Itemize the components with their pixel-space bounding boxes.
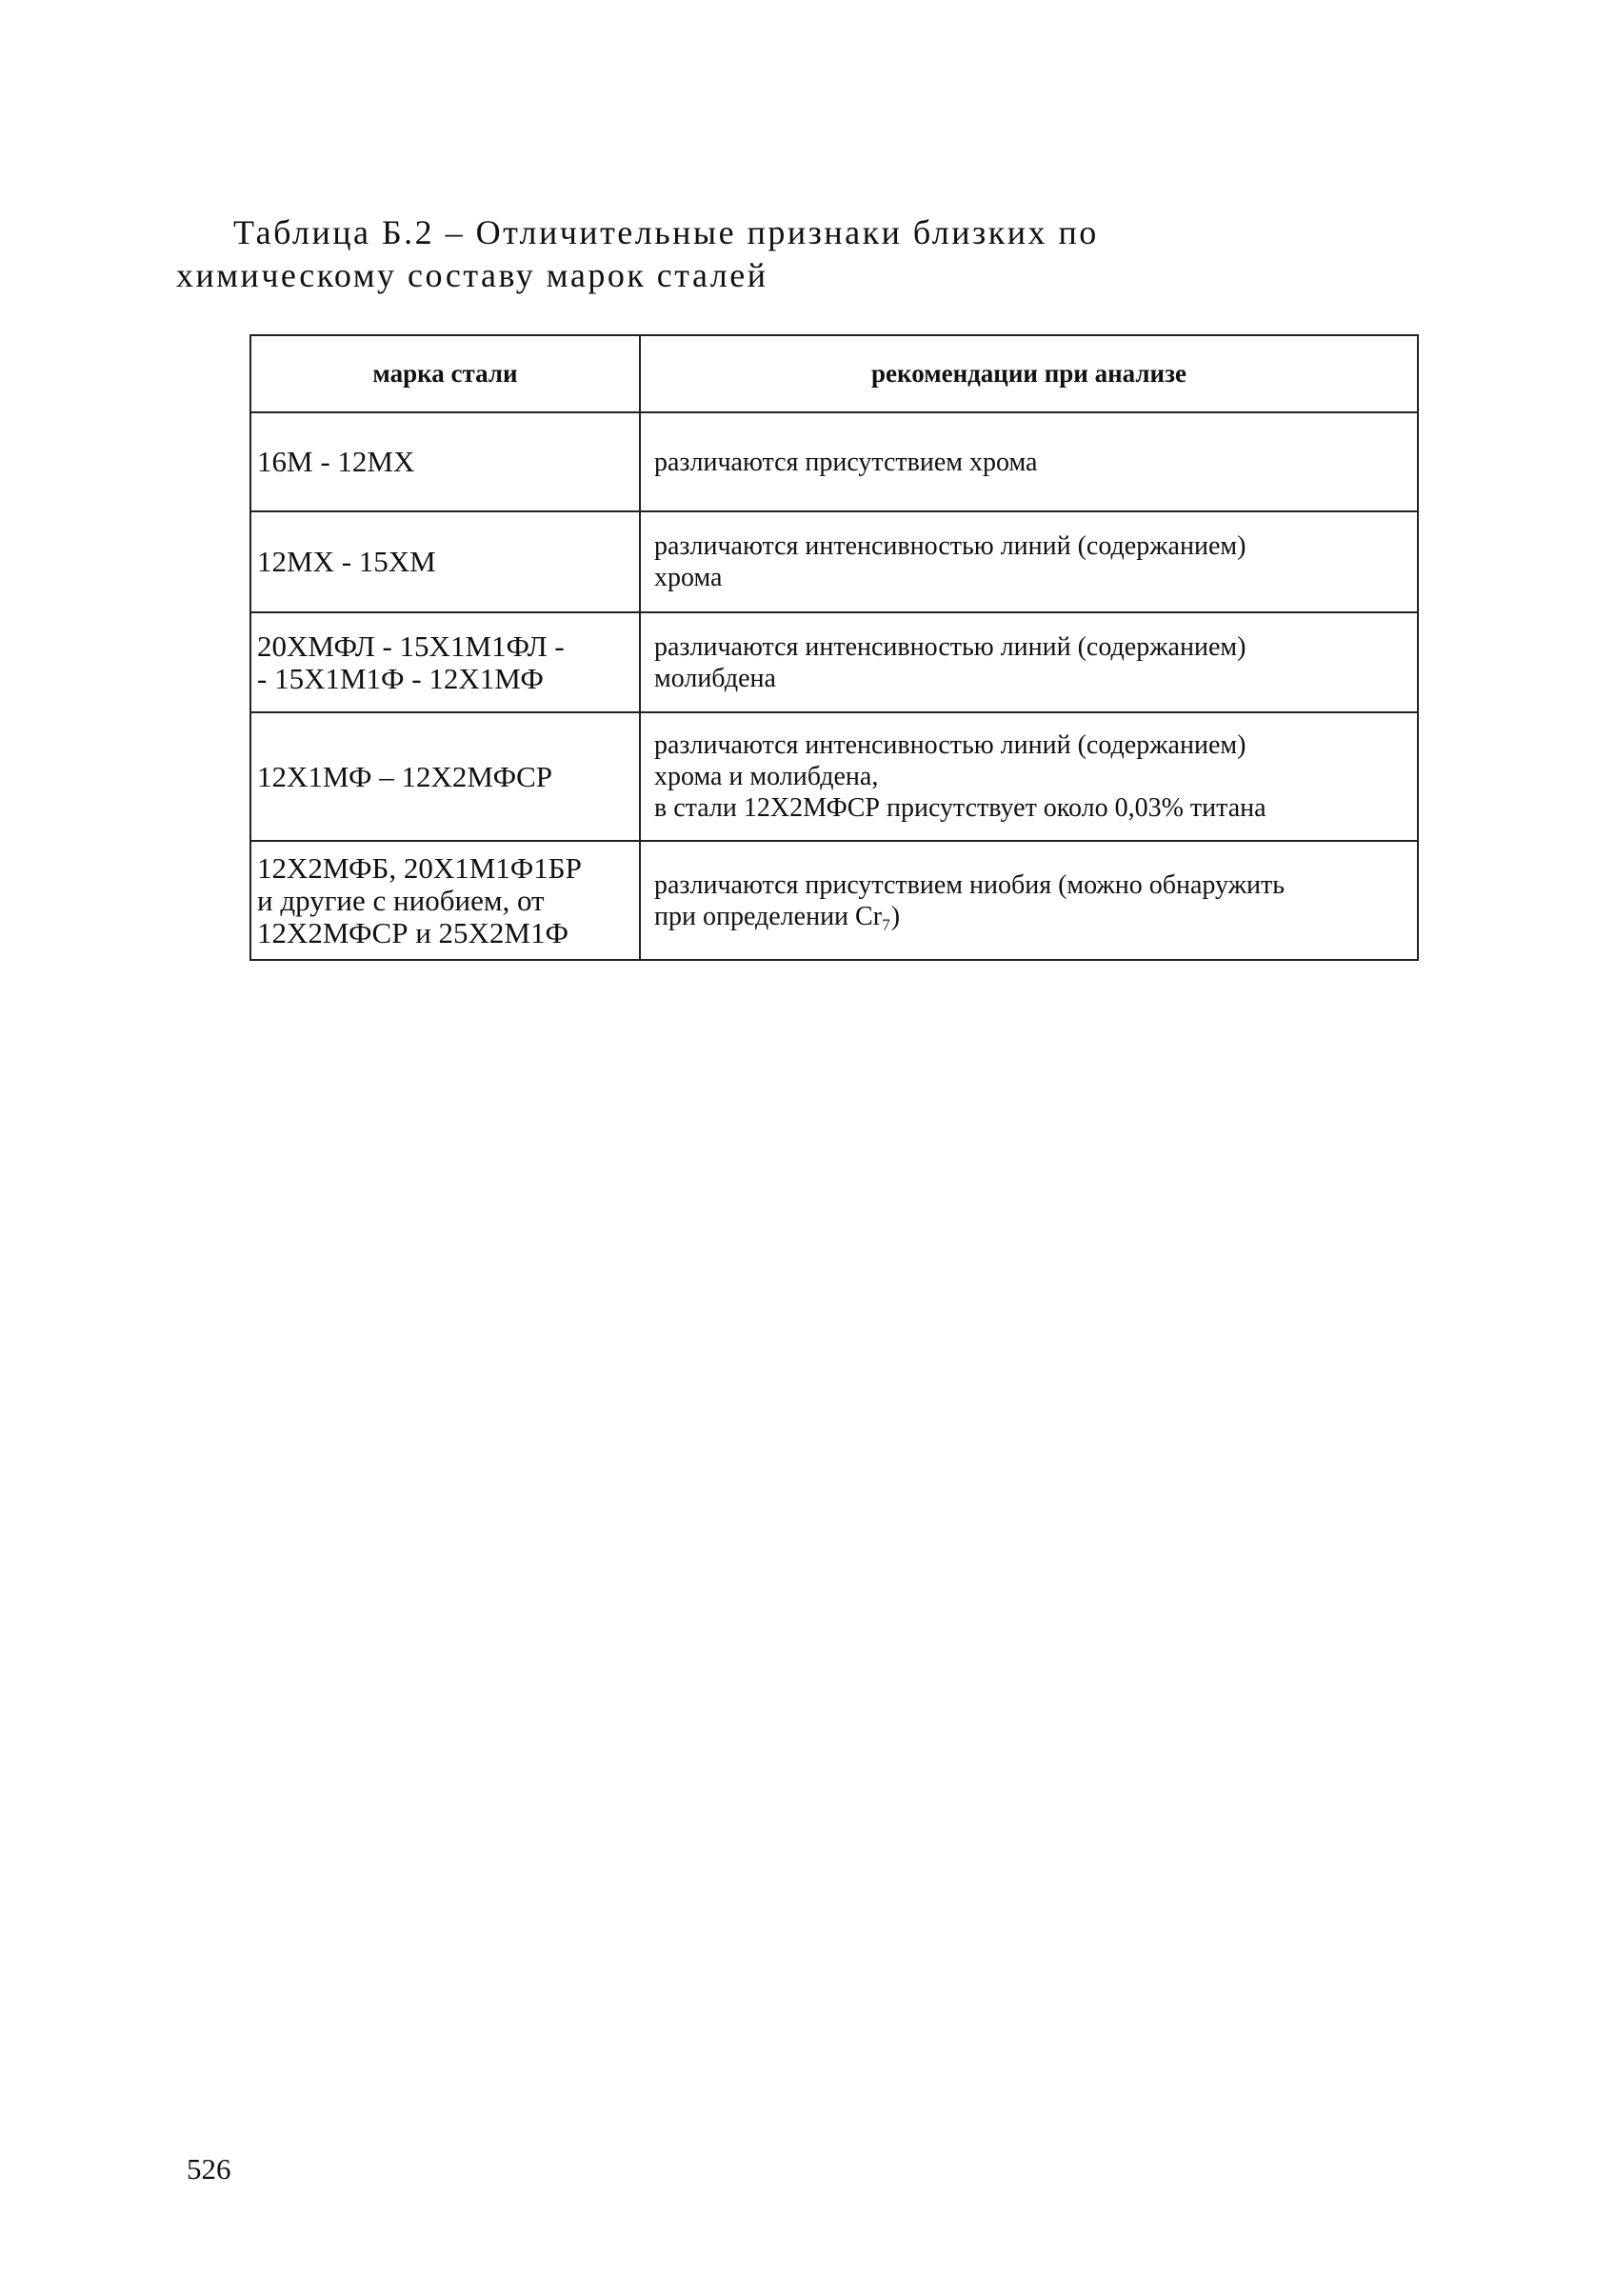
grade-line: 12МХ - 15ХМ <box>257 545 436 578</box>
table-row <box>250 612 1418 712</box>
grade-cell <box>250 612 640 712</box>
recommendation-cell <box>640 612 1418 712</box>
grade-line: - 15Х1М1Ф - 12Х1МФ <box>257 661 544 695</box>
grade-line: и другие с ниобием, от <box>257 883 545 917</box>
recommendation-line: при определении Cr₇) <box>654 901 901 931</box>
recommendation-line: в стали 12Х2МФСР присутствует около 0,03% титана <box>654 793 1266 823</box>
column-header-grade: марка стали <box>250 335 640 412</box>
recommendation-line: различаются присутствием ниобия (можно обнаружить <box>654 869 1286 900</box>
grade-cell <box>250 712 640 841</box>
grade-cell <box>250 511 640 612</box>
recommendation-cell <box>640 511 1418 612</box>
recommendation-line: хрома <box>654 563 723 592</box>
grade-line: 20ХМФЛ - 15Х1М1ФЛ - <box>257 629 565 663</box>
recommendation-cell <box>640 712 1418 841</box>
table-row <box>250 712 1418 841</box>
recommendation-cell <box>640 841 1418 960</box>
table-row <box>250 841 1418 960</box>
table-caption <box>176 211 1271 297</box>
recommendation-line: различаются интенсивностью линий (содержанием) <box>654 631 1246 662</box>
steel-grades-table <box>249 334 1419 961</box>
grade-line: 12Х1МФ – 12Х2МФСР <box>257 759 552 793</box>
table-row <box>250 412 1418 511</box>
table-row <box>250 511 1418 612</box>
caption-line-1: Таблица Б.2 – Отличительные признаки близких по <box>233 213 1099 251</box>
recommendation-line: молибдена <box>654 663 776 693</box>
caption-line-2: химическому составу марок сталей <box>176 256 768 294</box>
recommendation-line: различаются присутствием хрома <box>654 447 1038 477</box>
page-number: 526 <box>187 2152 231 2186</box>
column-header-recommendation: рекомендации при анализе <box>640 335 1418 412</box>
grade-cell <box>250 841 640 960</box>
recommendation-cell <box>640 412 1418 511</box>
grade-line: 16М - 12МХ <box>257 445 415 478</box>
recommendation-line: различаются интенсивностью линий (содержанием) <box>654 730 1246 760</box>
recommendation-line: различаются интенсивностью линий (содержанием) <box>654 531 1246 561</box>
grade-line: 12Х2МФБ, 20Х1М1Ф1БР <box>257 850 582 885</box>
grade-cell <box>250 412 640 511</box>
grade-line: 12Х2МФСР и 25Х2М1Ф <box>257 915 568 949</box>
steel-grades-table-container <box>249 334 1417 961</box>
recommendation-line: хрома и молибдена, <box>654 762 879 791</box>
table-header-row <box>250 335 1418 412</box>
